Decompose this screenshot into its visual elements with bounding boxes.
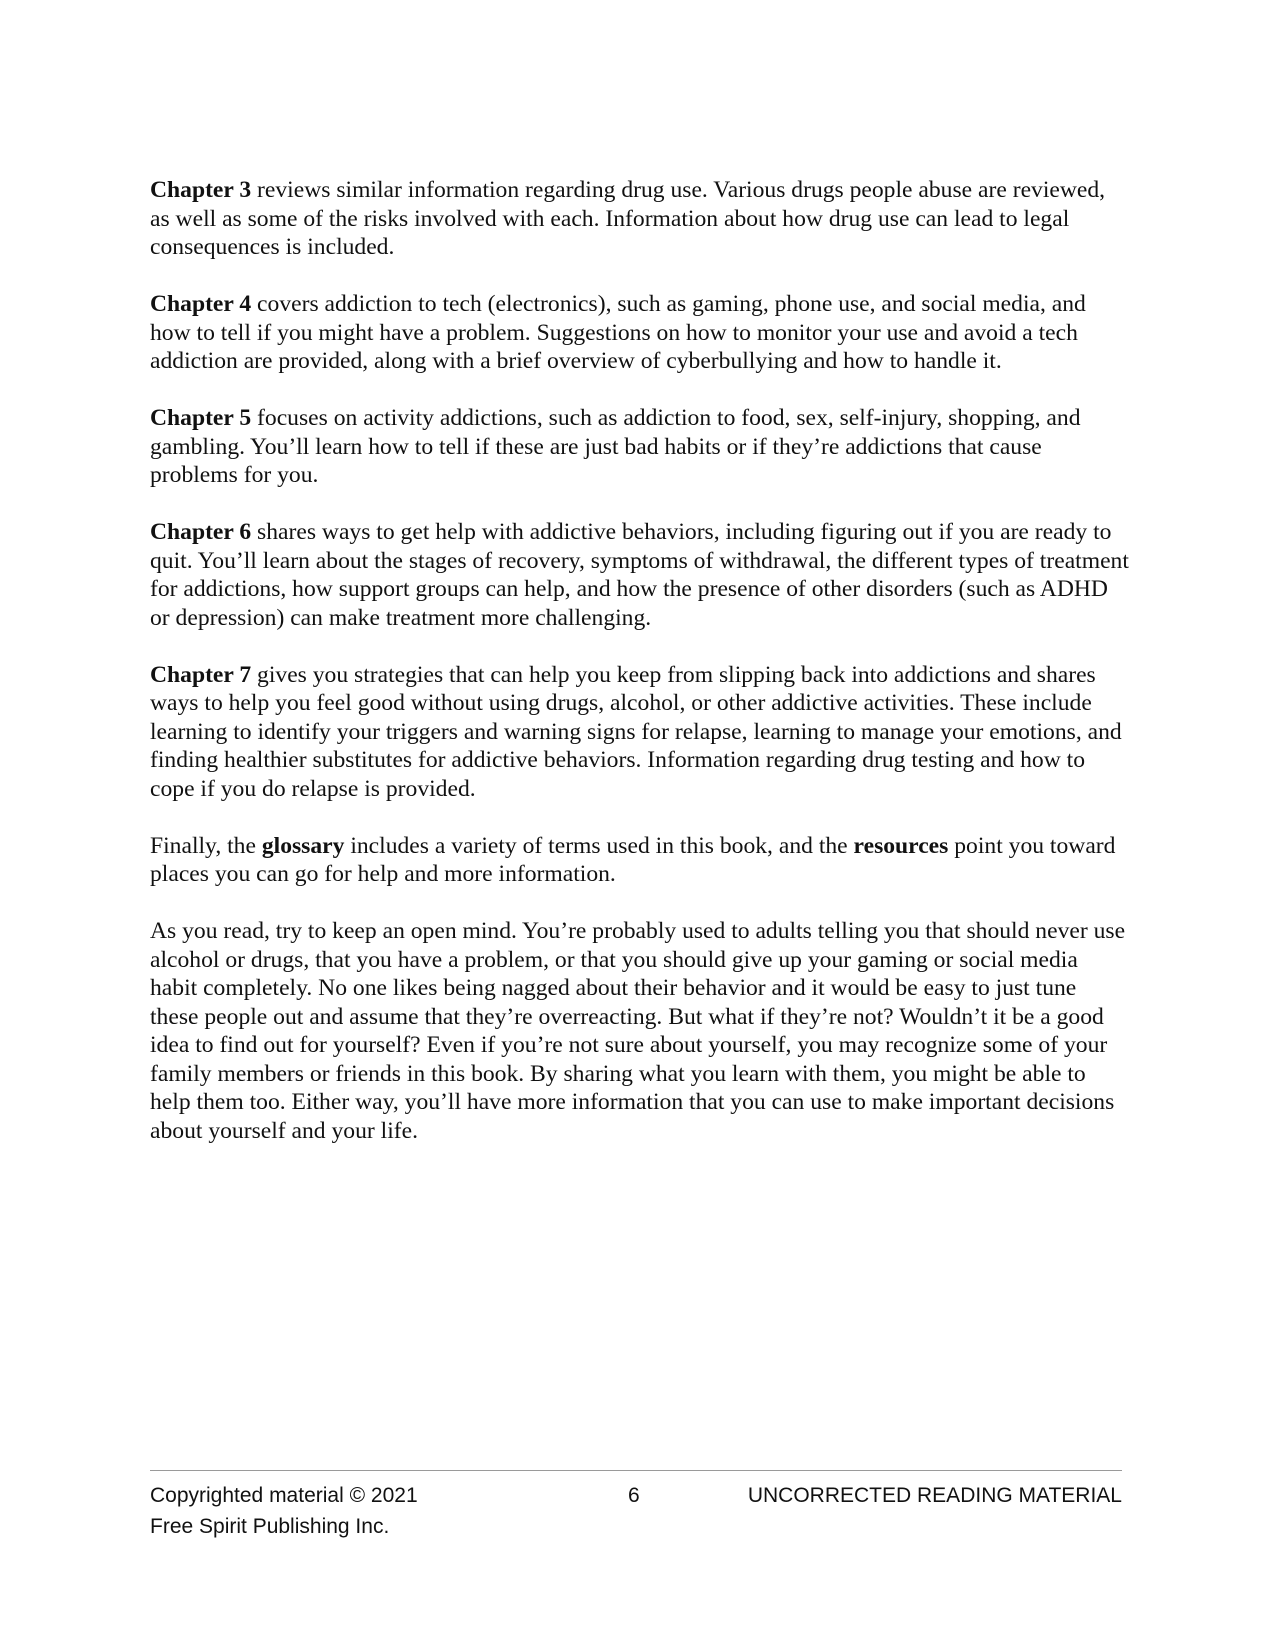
- page-number: 6: [628, 1484, 640, 1507]
- paragraph-text: focuses on activity addictions, such as addiction to food, sex, self-injury, shopping, and gambling. You’ll learn how to tell if these are just bad habits or if they’re addictions that cause problems for you.: [150, 405, 1081, 488]
- chapter-label: Chapter 6: [150, 519, 252, 545]
- copyright-line: Copyrighted material © 2021: [150, 1484, 418, 1507]
- paragraph-text: reviews similar information regarding drug use. Various drugs people abuse are reviewed, as well as some of the risks involved with each. Information about how drug use can lead to legal consequences is included.: [150, 177, 1106, 260]
- finally-middle: includes a variety of terms used in this book, and the: [344, 832, 854, 859]
- paragraph-chapter-3: [150, 176, 1130, 262]
- page-footer: [150, 1480, 1122, 1550]
- finally-intro: Finally, the: [150, 832, 262, 859]
- chapter-label: Chapter 7: [150, 661, 252, 688]
- paragraph-closing: As you read, try to keep an open mind. You’re probably used to adults telling you that should never use alcohol or drugs, that you have a problem, or that you should give up your gaming or social media habit completely. No one likes being nagged about their behavior and it would be easy to just tune these people out and assume that they’re overreacting. But what if they’re not? Wouldn’t it be a good idea to find out for yourself? Even if you’re not sure about yourself, you may recognize some of your family members or friends in this book. By sharing what you learn with them, you might be able to help them too. Either way, you’ll have more information that you can use to make important decisions about yourself and your life.: [150, 918, 1126, 1144]
- paragraph-text: gives you strategies that can help you keep from slipping back into addictions and shares ways to help you feel good without using drugs, alcohol, or other addictive activities. These include learning to identify your triggers and warning signs for relapse, learning to manage your emotions, and finding healthier substitutes for addictive behaviors. Information regarding drug testing and how to cope if you do relapse is provided.: [150, 661, 1122, 802]
- chapter-label: Chapter 3: [150, 177, 252, 203]
- page-body: [150, 176, 1130, 1174]
- publisher-line: Free Spirit Publishing Inc.: [150, 1515, 390, 1538]
- uncorrected-notice: UNCORRECTED READING MATERIAL: [747, 1484, 1122, 1507]
- paragraph-chapter-5: [150, 404, 1130, 490]
- finally-end: point you toward places you can go for help and more information.: [150, 832, 1116, 887]
- chapter-label: Chapter 5: [150, 405, 252, 431]
- paragraph-chapter-6: [150, 518, 1130, 632]
- paragraph-text: covers addiction to tech (electronics), such as gaming, phone use, and social media, and how to tell if you might have a problem. Suggestions on how to monitor your use and avoid a tech addiction are provided, along with a brief overview of cyberbullying and how to handle it.: [150, 291, 1086, 374]
- paragraph-chapter-4: [150, 290, 1130, 376]
- paragraph-text: shares ways to get help with addictive behaviors, including figuring out if you are ready to quit. You’ll learn about the stages of recovery, symptoms of withdrawal, the different types of treatment for addictions, how support groups can help, and how the presence of other disorders (such as ADHD or depression) can make treatment more challenging.: [150, 519, 1129, 631]
- glossary-term: glossary: [261, 832, 345, 859]
- footer-divider: [150, 1470, 1122, 1471]
- resources-term: resources: [853, 832, 949, 859]
- copyright-notice: [150, 1480, 418, 1542]
- chapter-label: Chapter 4: [150, 291, 252, 317]
- paragraph-chapter-7: [150, 661, 1130, 804]
- paragraph-finally: [150, 832, 1130, 889]
